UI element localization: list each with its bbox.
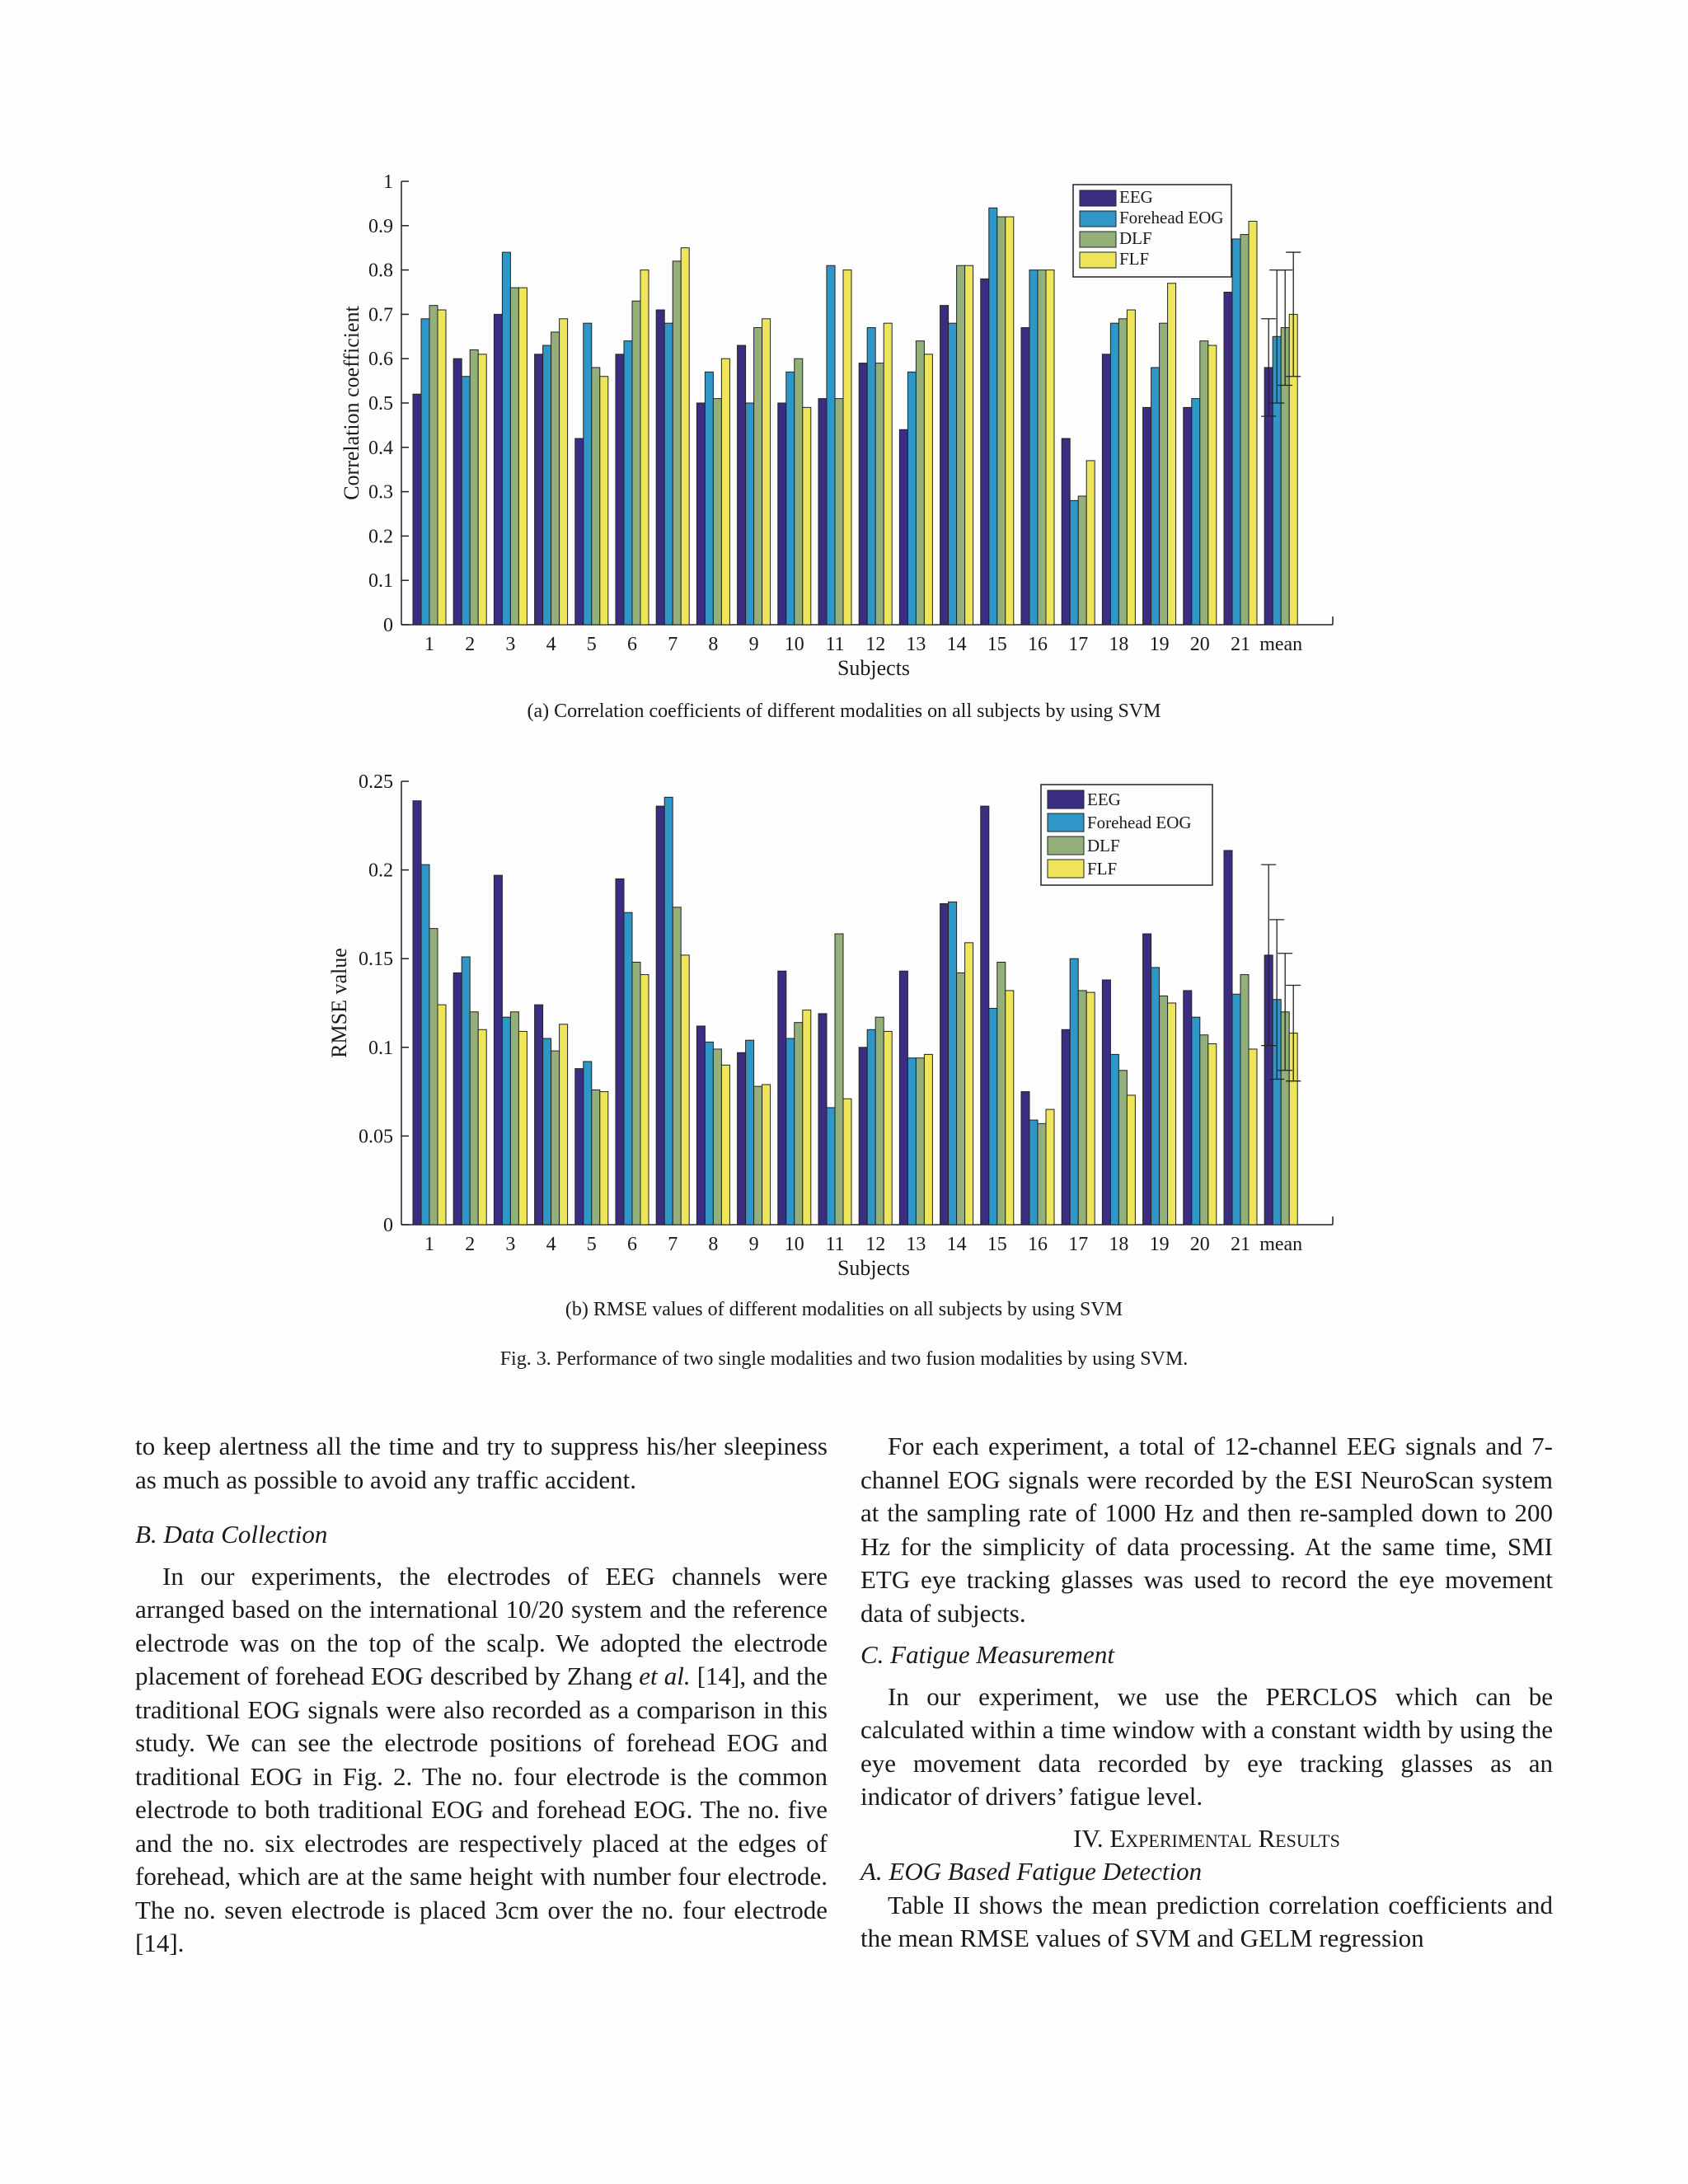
bar-flf-13 bbox=[924, 1054, 932, 1225]
y-tick-label: 0.7 bbox=[368, 304, 393, 326]
x-tick-label: 20 bbox=[1189, 634, 1210, 655]
bar-dlf-10 bbox=[795, 1023, 803, 1225]
bar-eeg-20 bbox=[1184, 991, 1192, 1225]
bar-forehead-eog-2 bbox=[462, 957, 470, 1225]
bar-forehead-eog-19 bbox=[1151, 968, 1160, 1225]
x-tick-label: 21 bbox=[1231, 634, 1250, 655]
bar-forehead-eog-14 bbox=[949, 323, 957, 625]
bar-eeg-21 bbox=[1224, 293, 1232, 626]
bar-forehead-eog-21 bbox=[1232, 994, 1240, 1225]
bar-eeg-6 bbox=[616, 879, 624, 1225]
y-tick-label: 0 bbox=[383, 615, 393, 636]
bar-dlf-18 bbox=[1118, 1071, 1127, 1225]
y-tick-label: 0.1 bbox=[368, 1037, 393, 1059]
bar-dlf-21 bbox=[1240, 235, 1249, 625]
bar-forehead-eog-18 bbox=[1110, 1054, 1118, 1225]
bar-forehead-eog-17 bbox=[1070, 958, 1078, 1225]
bar-forehead-eog-18 bbox=[1110, 323, 1118, 625]
left-column bbox=[135, 1430, 828, 1961]
bar-forehead-eog-19 bbox=[1151, 368, 1160, 625]
bar-dlf-16 bbox=[1038, 1123, 1046, 1225]
y-tick-label: 0.05 bbox=[359, 1126, 393, 1148]
bar-forehead-eog-4 bbox=[543, 1038, 551, 1225]
bar-eeg-1 bbox=[413, 801, 421, 1225]
right-column bbox=[860, 1430, 1553, 1956]
legend-label-flf: FLF bbox=[1087, 859, 1118, 879]
bar-dlf-2 bbox=[470, 1012, 478, 1225]
bar-eeg-14 bbox=[940, 903, 949, 1225]
y-tick-label: 0.5 bbox=[368, 393, 393, 415]
bar-dlf-8 bbox=[713, 399, 721, 625]
bar-forehead-eog-12 bbox=[867, 1029, 875, 1225]
bar-eeg-4 bbox=[535, 1005, 543, 1225]
bar-eeg-1 bbox=[413, 394, 421, 625]
legend-label-forehead-eog: Forehead EOG bbox=[1087, 813, 1192, 832]
bar-eeg-6 bbox=[616, 354, 624, 625]
x-tick-label: 17 bbox=[1068, 634, 1089, 655]
x-tick-label: 6 bbox=[627, 1234, 637, 1255]
bar-forehead-eog-5 bbox=[584, 1062, 592, 1225]
bar-eeg-13 bbox=[899, 971, 907, 1225]
x-tick-label: 13 bbox=[906, 634, 926, 655]
x-tick-label: 14 bbox=[946, 634, 967, 655]
bar-flf-2 bbox=[478, 1029, 486, 1225]
left-paragraph-1: to keep alertness all the time and try to suppress his/her sleepiness as much as possible to avoid any traffic accident. bbox=[135, 1432, 828, 1494]
bar-dlf-13 bbox=[916, 341, 924, 625]
bar-dlf-19 bbox=[1160, 323, 1168, 625]
bar-flf-1 bbox=[438, 310, 446, 625]
legend-label-eeg: EEG bbox=[1119, 187, 1153, 207]
right-paragraph-1: For each experiment, a total of 12-channel EEG signals and 7-channel EOG signals were recorded by the ESI NeuroScan system at the sampling rate of 1000 Hz and then re-sampled down to 200 Hz for the simplicity of data processing. At the same time, SMI ETG eye tracking glasses was used to record the eye movement data of subjects. bbox=[860, 1432, 1553, 1628]
y-axis-label: Correlation coefficient bbox=[340, 306, 363, 500]
x-tick-label: 1 bbox=[424, 1234, 434, 1255]
bar-eeg-9 bbox=[738, 1052, 746, 1225]
heading-eog-fatigue-detection: A. EOG Based Fatigue Detection bbox=[860, 1857, 1203, 1886]
left-paragraph-2 bbox=[135, 1560, 828, 1961]
bar-eeg-12 bbox=[859, 363, 867, 625]
legend-label-forehead-eog: Forehead EOG bbox=[1119, 208, 1224, 227]
x-tick-label: 1 bbox=[424, 634, 434, 655]
bar-eeg-13 bbox=[899, 429, 907, 625]
x-tick-label: 18 bbox=[1109, 1234, 1129, 1255]
bar-forehead-eog-15 bbox=[989, 1008, 997, 1225]
bar-eeg-20 bbox=[1184, 407, 1192, 625]
bar-flf-7 bbox=[681, 248, 689, 625]
bar-eeg-2 bbox=[453, 972, 462, 1225]
x-tick-label: 21 bbox=[1231, 1234, 1250, 1255]
bar-eeg-19 bbox=[1143, 407, 1151, 625]
bar-forehead-eog-15 bbox=[989, 208, 997, 625]
bar-forehead-eog-5 bbox=[584, 323, 592, 625]
bar-flf-3 bbox=[518, 1031, 527, 1225]
bar-flf-15 bbox=[1006, 991, 1014, 1225]
x-tick-label: 19 bbox=[1149, 634, 1170, 655]
bar-dlf-15 bbox=[997, 217, 1006, 625]
x-tick-label: 9 bbox=[748, 1234, 759, 1255]
bar-dlf-17 bbox=[1078, 496, 1086, 625]
bar-forehead-eog-9 bbox=[746, 1040, 754, 1225]
bar-eeg-14 bbox=[940, 306, 949, 625]
bar-flf-18 bbox=[1127, 1095, 1135, 1225]
x-tick-label: 4 bbox=[546, 1234, 556, 1255]
bar-dlf-1 bbox=[429, 929, 438, 1225]
legend-swatch-dlf bbox=[1080, 232, 1116, 247]
et-al-text: et al. bbox=[639, 1661, 691, 1690]
legend-label-flf: FLF bbox=[1119, 249, 1150, 269]
bar-eeg-3 bbox=[494, 314, 502, 625]
bar-dlf-6 bbox=[632, 301, 640, 625]
bar-flf-17 bbox=[1086, 461, 1095, 625]
bar-dlf-17 bbox=[1078, 991, 1086, 1225]
section-title: Experimental Results bbox=[1109, 1823, 1340, 1853]
bar-dlf-7 bbox=[673, 261, 681, 625]
x-tick-label: 9 bbox=[748, 634, 759, 655]
y-tick-label: 0.4 bbox=[368, 437, 393, 459]
bar-dlf-19 bbox=[1160, 996, 1168, 1225]
y-tick-label: 0.3 bbox=[368, 481, 393, 504]
bar-dlf-16 bbox=[1038, 270, 1046, 625]
bar-dlf-6 bbox=[632, 963, 640, 1225]
x-tick-label: 16 bbox=[1028, 634, 1048, 655]
legend-swatch-flf bbox=[1080, 252, 1116, 268]
bar-flf-19 bbox=[1168, 284, 1176, 625]
bar-dlf-14 bbox=[957, 265, 965, 625]
bar-flf-12 bbox=[884, 323, 892, 625]
bar-dlf-4 bbox=[551, 1051, 560, 1225]
bar-eeg-8 bbox=[696, 1026, 705, 1225]
x-tick-label: 14 bbox=[946, 1234, 967, 1255]
section-number: IV. bbox=[1073, 1823, 1110, 1853]
y-tick-label: 0.1 bbox=[368, 570, 393, 593]
bar-flf-5 bbox=[600, 377, 608, 625]
bar-forehead-eog-7 bbox=[664, 797, 673, 1225]
bar-forehead-eog-1 bbox=[421, 865, 429, 1225]
bar-dlf-1 bbox=[429, 306, 438, 625]
bar-flf-9 bbox=[762, 1085, 771, 1225]
bar-dlf-5 bbox=[592, 368, 600, 625]
x-tick-label: 17 bbox=[1068, 1234, 1089, 1255]
x-tick-label: 18 bbox=[1109, 634, 1129, 655]
section-experimental-results bbox=[860, 1822, 1553, 1856]
x-tick-label: mean bbox=[1259, 634, 1303, 655]
correlation-chart bbox=[0, 157, 1688, 692]
bar-forehead-eog-1 bbox=[421, 319, 429, 625]
bar-eeg-9 bbox=[738, 345, 746, 625]
paragraph-text: [14], and the traditional EOG signals were also recorded as a comparison in this study. We can see the electrode positions of forehead EOG and traditional EOG in Fig. 2. The no. four electrode is the common electrode to both traditional EOG and forehead EOG. The no. five and the no. six electrodes are respectively placed at the edges of forehead, which are at the same height with number four electrode. The no. seven electrode is placed 3cm over the no. four electrode [14]. bbox=[135, 1661, 828, 1957]
bar-flf-17 bbox=[1086, 992, 1095, 1225]
y-tick-label: 0.2 bbox=[368, 526, 393, 548]
bar-flf-16 bbox=[1046, 270, 1054, 625]
x-axis-label: Subjects bbox=[837, 1256, 911, 1280]
legend-swatch-dlf bbox=[1048, 837, 1084, 855]
bar-dlf-13 bbox=[916, 1058, 924, 1225]
legend-label-dlf: DLF bbox=[1119, 228, 1152, 248]
bar-eeg-18 bbox=[1102, 354, 1110, 625]
x-tick-label: 7 bbox=[668, 634, 678, 655]
bar-dlf-14 bbox=[957, 972, 965, 1225]
x-tick-label: mean bbox=[1259, 1234, 1303, 1255]
y-tick-label: 0.8 bbox=[368, 260, 393, 282]
bar-forehead-eog-3 bbox=[502, 252, 510, 625]
bar-dlf-8 bbox=[713, 1049, 721, 1225]
heading-data-collection: B. Data Collection bbox=[135, 1520, 328, 1549]
bar-flf-19 bbox=[1168, 1003, 1176, 1225]
bar-forehead-eog-12 bbox=[867, 328, 875, 625]
bar-eeg-15 bbox=[981, 279, 989, 625]
x-axis-label: Subjects bbox=[837, 656, 911, 680]
bar-flf-2 bbox=[478, 354, 486, 625]
bar-flf-13 bbox=[924, 354, 932, 625]
x-tick-label: 2 bbox=[465, 1234, 476, 1255]
bar-flf-1 bbox=[438, 1005, 446, 1225]
bar-forehead-eog-20 bbox=[1192, 399, 1200, 625]
y-tick-label: 1 bbox=[383, 171, 393, 193]
bar-eeg-5 bbox=[575, 438, 584, 625]
x-tick-label: 12 bbox=[865, 634, 886, 655]
legend-label-dlf: DLF bbox=[1087, 836, 1120, 855]
bar-forehead-eog-16 bbox=[1029, 1120, 1038, 1225]
x-tick-label: 3 bbox=[505, 634, 516, 655]
bar-eeg-10 bbox=[778, 971, 786, 1225]
bar-flf-8 bbox=[721, 1065, 729, 1225]
bar-forehead-eog-17 bbox=[1070, 500, 1078, 625]
bar-forehead-eog-10 bbox=[786, 372, 795, 625]
bar-dlf-5 bbox=[592, 1090, 600, 1225]
x-tick-label: 11 bbox=[825, 634, 845, 655]
bar-dlf-20 bbox=[1200, 1035, 1208, 1225]
bar-flf-21 bbox=[1249, 1049, 1257, 1225]
bar-forehead-eog-11 bbox=[827, 265, 835, 625]
bar-dlf-11 bbox=[835, 399, 843, 625]
bar-forehead-eog-16 bbox=[1029, 270, 1038, 625]
bar-flf-4 bbox=[560, 319, 568, 625]
bar-dlf-4 bbox=[551, 332, 560, 625]
bar-forehead-eog-20 bbox=[1192, 1017, 1200, 1225]
bar-dlf-10 bbox=[795, 359, 803, 625]
bar-flf-5 bbox=[600, 1092, 608, 1225]
bar-flf-11 bbox=[843, 270, 851, 625]
bar-eeg-18 bbox=[1102, 980, 1110, 1225]
bar-eeg-5 bbox=[575, 1069, 584, 1225]
bar-eeg-10 bbox=[778, 403, 786, 625]
bar-forehead-eog-14 bbox=[949, 902, 957, 1225]
bar-flf-8 bbox=[721, 359, 729, 625]
x-tick-label: 8 bbox=[708, 634, 719, 655]
bar-dlf-12 bbox=[875, 363, 884, 625]
bar-forehead-eog-13 bbox=[907, 372, 916, 625]
x-tick-label: 4 bbox=[546, 634, 556, 655]
bar-eeg-7 bbox=[656, 310, 664, 625]
y-tick-label: 0.9 bbox=[368, 215, 393, 237]
bar-dlf-7 bbox=[673, 907, 681, 1225]
figure-caption: Fig. 3. Performance of two single modalities and two fusion modalities by using SVM. bbox=[499, 1348, 1189, 1370]
subcaption-a: (a) Correlation coefficients of different modalities on all subjects by using SVM bbox=[527, 701, 1161, 722]
y-tick-label: 0.15 bbox=[359, 949, 393, 971]
x-tick-label: 3 bbox=[505, 1234, 516, 1255]
right-paragraph-3: Table II shows the mean prediction correlation coefficients and the mean RMSE values of SVM and GELM regression bbox=[860, 1890, 1553, 1952]
bar-dlf-18 bbox=[1118, 319, 1127, 625]
x-tick-label: 15 bbox=[987, 634, 1007, 655]
bar-flf-12 bbox=[884, 1031, 892, 1225]
bar-dlf-9 bbox=[754, 328, 762, 625]
bar-flf-15 bbox=[1006, 217, 1014, 625]
x-tick-label: 13 bbox=[906, 1234, 926, 1255]
x-tick-label: 15 bbox=[987, 1234, 1007, 1255]
bar-eeg-3 bbox=[494, 875, 502, 1225]
bar-flf-6 bbox=[640, 270, 649, 625]
legend-swatch-eeg bbox=[1080, 190, 1116, 206]
bar-flf-6 bbox=[640, 975, 649, 1225]
x-tick-label: 12 bbox=[865, 1234, 886, 1255]
x-tick-label: 7 bbox=[668, 1234, 678, 1255]
bar-eeg-12 bbox=[859, 1047, 867, 1225]
x-tick-label: 6 bbox=[627, 634, 637, 655]
y-tick-label: 0.6 bbox=[368, 349, 393, 371]
x-tick-label: 19 bbox=[1149, 1234, 1170, 1255]
x-tick-label: 5 bbox=[586, 1234, 597, 1255]
legend-swatch-flf bbox=[1048, 860, 1084, 878]
bar-forehead-eog-6 bbox=[624, 912, 632, 1225]
bar-flf-20 bbox=[1208, 1043, 1217, 1225]
x-tick-label: 10 bbox=[784, 1234, 804, 1255]
heading-fatigue-measurement: C. Fatigue Measurement bbox=[860, 1640, 1114, 1669]
bar-dlf-21 bbox=[1240, 975, 1249, 1225]
bar-forehead-eog-7 bbox=[664, 323, 673, 625]
bar-eeg-2 bbox=[453, 359, 462, 625]
bar-flf-18 bbox=[1127, 310, 1135, 625]
x-tick-label: 8 bbox=[708, 1234, 719, 1255]
bar-dlf-3 bbox=[510, 1012, 518, 1225]
legend-swatch-forehead-eog bbox=[1048, 813, 1084, 832]
bar-eeg-19 bbox=[1143, 934, 1151, 1225]
bar-eeg-15 bbox=[981, 806, 989, 1225]
bar-dlf-15 bbox=[997, 963, 1006, 1225]
paragraph-text: In our experiments, the electrodes of EEG channels were arranged based on the international 10/20 system and the reference electrode was on the top of the scalp. We adopted the electrode placement of forehead EOG described by Zhang bbox=[135, 1561, 828, 1690]
x-tick-label: 16 bbox=[1028, 1234, 1048, 1255]
bar-flf-7 bbox=[681, 955, 689, 1225]
bar-flf-9 bbox=[762, 319, 771, 625]
bar-flf-20 bbox=[1208, 345, 1217, 625]
bar-forehead-eog-13 bbox=[907, 1058, 916, 1225]
bar-forehead-eog-8 bbox=[705, 372, 713, 625]
y-axis-label: RMSE value bbox=[327, 948, 351, 1058]
bar-forehead-eog-11 bbox=[827, 1108, 835, 1225]
bar-flf-11 bbox=[843, 1099, 851, 1225]
bar-forehead-eog-9 bbox=[746, 403, 754, 625]
y-tick-label: 0.25 bbox=[359, 771, 393, 793]
bar-dlf-20 bbox=[1200, 341, 1208, 625]
bar-eeg-11 bbox=[818, 399, 827, 625]
rmse-chart bbox=[0, 757, 1688, 1292]
y-tick-label: 0 bbox=[383, 1215, 393, 1236]
bar-flf-21 bbox=[1249, 221, 1257, 625]
x-tick-label: 20 bbox=[1189, 1234, 1210, 1255]
bar-dlf-12 bbox=[875, 1017, 884, 1225]
bar-forehead-eog-10 bbox=[786, 1038, 795, 1225]
bar-eeg-7 bbox=[656, 806, 664, 1225]
bar-forehead-eog-21 bbox=[1232, 239, 1240, 625]
bar-dlf-11 bbox=[835, 934, 843, 1225]
bar-forehead-eog-2 bbox=[462, 377, 470, 625]
bar-eeg-17 bbox=[1062, 438, 1070, 625]
bar-flf-4 bbox=[560, 1024, 568, 1225]
bar-eeg-8 bbox=[696, 403, 705, 625]
legend-label-eeg: EEG bbox=[1087, 790, 1121, 809]
bar-flf-14 bbox=[965, 943, 973, 1225]
x-tick-label: 11 bbox=[825, 1234, 845, 1255]
bar-dlf-3 bbox=[510, 288, 518, 625]
bar-flf-16 bbox=[1046, 1109, 1054, 1225]
bar-dlf-9 bbox=[754, 1086, 762, 1225]
bar-eeg-21 bbox=[1224, 851, 1232, 1225]
bar-flf-3 bbox=[518, 288, 527, 625]
right-paragraph-2: In our experiment, we use the PERCLOS which can be calculated within a time window with a constant width by using the eye movement data recorded by eye tracking glasses as an indicator of drivers’ fatigue level. bbox=[860, 1681, 1553, 1811]
x-tick-label: 2 bbox=[465, 634, 476, 655]
bar-forehead-eog-8 bbox=[705, 1042, 713, 1225]
bar-eeg-17 bbox=[1062, 1029, 1070, 1225]
bar-forehead-eog-6 bbox=[624, 341, 632, 625]
bar-eeg-4 bbox=[535, 354, 543, 625]
x-tick-label: 5 bbox=[586, 634, 597, 655]
y-tick-label: 0.2 bbox=[368, 860, 393, 882]
bar-eeg-11 bbox=[818, 1014, 827, 1225]
legend-swatch-eeg bbox=[1048, 790, 1084, 808]
bar-forehead-eog-3 bbox=[502, 1017, 510, 1225]
bar-flf-14 bbox=[965, 265, 973, 625]
bar-dlf-2 bbox=[470, 349, 478, 625]
bar-forehead-eog-4 bbox=[543, 345, 551, 625]
bar-flf-10 bbox=[803, 1010, 811, 1225]
legend-swatch-forehead-eog bbox=[1080, 211, 1116, 227]
subcaption-b: (b) RMSE values of different modalities on all subjects by using SVM bbox=[565, 1299, 1123, 1320]
bar-eeg-16 bbox=[1021, 328, 1029, 625]
bar-flf-10 bbox=[803, 407, 811, 625]
bar-eeg-16 bbox=[1021, 1092, 1029, 1225]
x-tick-label: 10 bbox=[784, 634, 804, 655]
